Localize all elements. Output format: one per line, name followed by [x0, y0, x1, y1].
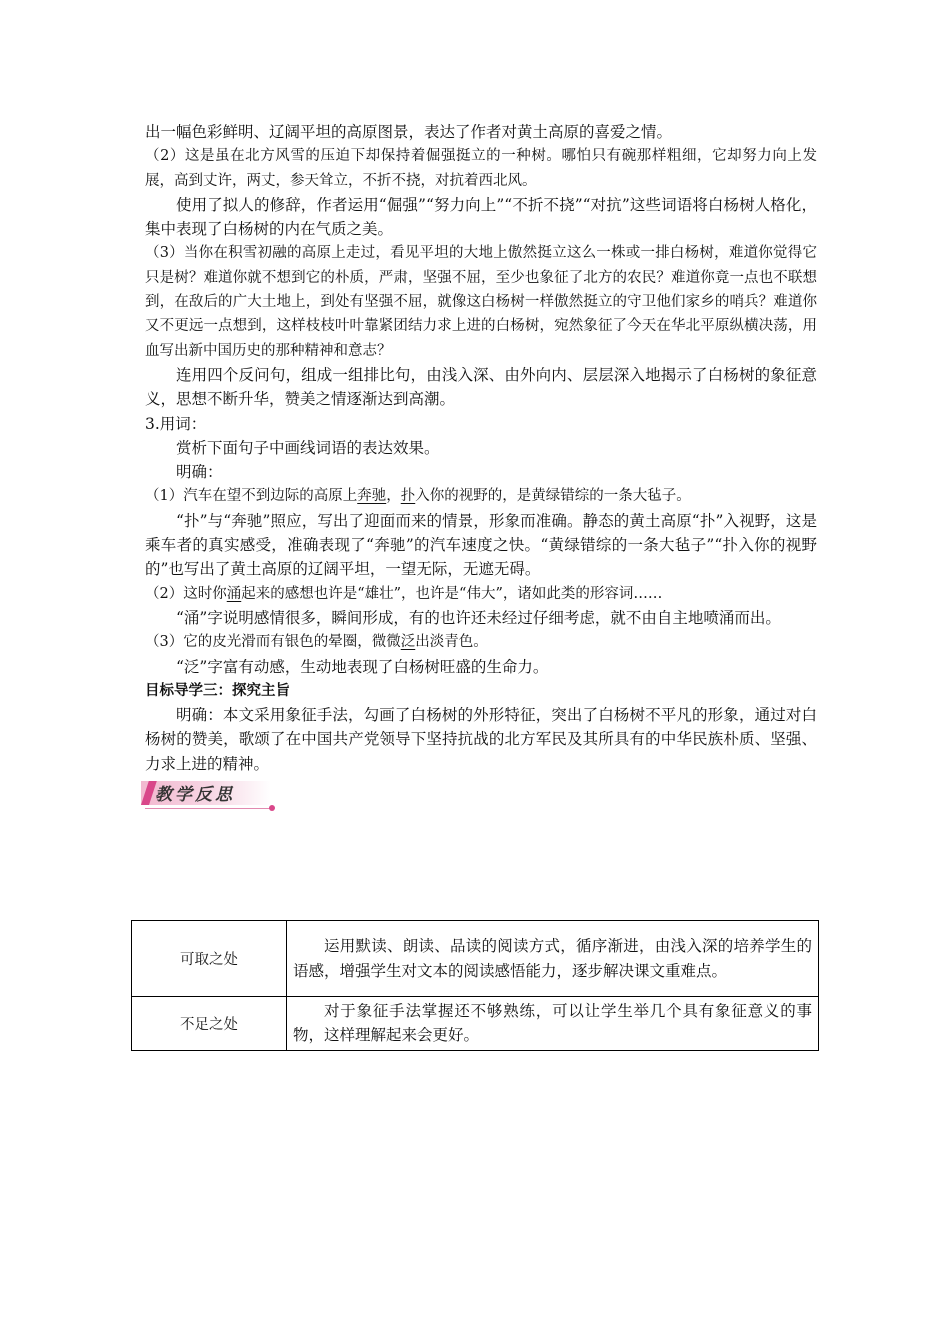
section-3-mingque: 明确：: [176, 463, 223, 482]
sentence-text: （1）汽车在望不到边际的高原上: [145, 488, 358, 505]
section-3-title: 3.用词：: [145, 414, 207, 433]
sentence-text: 出淡青色。: [415, 634, 488, 651]
row-text-content: 运用默读、朗读、品读的阅读方式，循序渐进，由浅入深的培养学生的语感，增强学生对文本的阅读感悟能力，逐步解决课文重难点。: [293, 937, 812, 980]
banner-dot: [269, 805, 275, 811]
word-sentence-1: [145, 484, 817, 508]
word-analysis-2: “涌”字说明感情很多，瞬间形成，有的也许还未经过仔细考虑，就不由自主地喷涌而出。: [176, 608, 781, 627]
underlined-word: 泛: [400, 634, 416, 651]
underlined-word: 扑: [400, 488, 416, 505]
row-text: [287, 921, 819, 997]
quote-3: （3）当你在积雪初融的高原上走过，看见平坦的大地上傲然挺立这么一株或一排白杨树，难道你觉得它只是树？难道你就不想到它的朴质，严肃，坚强不屈，至少也象征了北方的农民？难道你竟一点也不联想到，在敌后的广大土地上，到处有坚强不屈，就像这白杨树一样傲然挺立的守卫他们家乡的哨兵？难道你又不更远一点想到，这样枝枝叶叶靠紧团结力求上进的白杨树，宛然象征了今天在华北平原纵横决荡，用血写出新中国历史的那种精神和意志？: [145, 245, 817, 359]
word-analysis-1: “扑”与“奔驰”照应，写出了迎面而来的情景，形象而准确。静态的黄土高原“扑”入视野，这是乘车者的真实感受，准确表现了“奔驰”的汽车速度之快。“黄绿错综的一条大毡子”“扑入你的视野的”也写出了黄土高原的辽阔平坦，一望无际，无遮无碍。: [145, 511, 817, 579]
row-text: [287, 997, 819, 1051]
analysis-2: 使用了拟人的修辞，作者运用“倔强”“努力向上”“不折不挠”“对抗”这些词语将白杨树人格化，集中表现了白杨树的内在气质之美。: [145, 195, 817, 239]
banner-rule: [145, 808, 271, 809]
sentence-text: 入你的视野的，是黄绿错综的一条大毡子。: [415, 488, 691, 505]
reflection-table: [131, 920, 819, 1051]
row-label: 可取之处: [132, 921, 287, 997]
document-body: [145, 120, 817, 812]
word-sentence-3: [145, 630, 817, 654]
sentence-text: （3）它的皮光滑而有银色的晕圈，微微: [145, 634, 401, 651]
underlined-word: 涌: [226, 585, 242, 602]
banner-title: 教学反思: [155, 785, 235, 806]
word-analysis-3: “泛”字富有动感，生动地表现了白杨树旺盛的生命力。: [176, 657, 549, 676]
word-sentence-2: [145, 582, 817, 606]
quote-2: （2）这是虽在北方风雪的压迫下却保持着倔强挺立的一种树。哪怕只有碗那样粗细，它却努力向上发展，高到丈许，两丈，参天耸立，不折不挠，对抗着西北风。: [145, 148, 817, 189]
row-label: 不足之处: [132, 997, 287, 1051]
sentence-text: （2）这时你: [145, 585, 227, 602]
table-row: [132, 921, 819, 997]
sentence-text: ，: [386, 488, 401, 505]
section-3-task: 赏析下面句子中画线词语的表达效果。: [176, 438, 440, 457]
sentence-text: 起来的感想也许是“雄壮”，也许是“伟大”，诸如此类的形容词……: [241, 585, 663, 602]
underlined-word: 奔驰: [357, 488, 387, 505]
goal-3-text: 明确：本文采用象征手法，勾画了白杨树的外形特征，突出了白杨树不平凡的形象，通过对白杨树的赞美，歌颂了在中国共产党领导下坚持抗战的北方军民及其所具有的中华民族朴质、坚强、力求上进的精神。: [145, 706, 817, 773]
table-row: [132, 997, 819, 1051]
paragraph-intro-end: 出一幅色彩鲜明、辽阔平坦的高原图景，表达了作者对黄土高原的喜爱之情。: [145, 123, 673, 141]
reflection-banner: [141, 778, 817, 812]
goal-3-heading: 目标导学三：探究主旨: [145, 682, 290, 699]
analysis-3: 连用四个反问句，组成一组排比句，由浅入深、由外向内、层层深入地揭示了白杨树的象征意义，思想不断升华，赞美之情逐渐达到高潮。: [145, 365, 817, 409]
row-text-content: 对于象征手法掌握还不够熟练，可以让学生举几个具有象征意义的事物，这样理解起来会更好。: [293, 1002, 812, 1045]
